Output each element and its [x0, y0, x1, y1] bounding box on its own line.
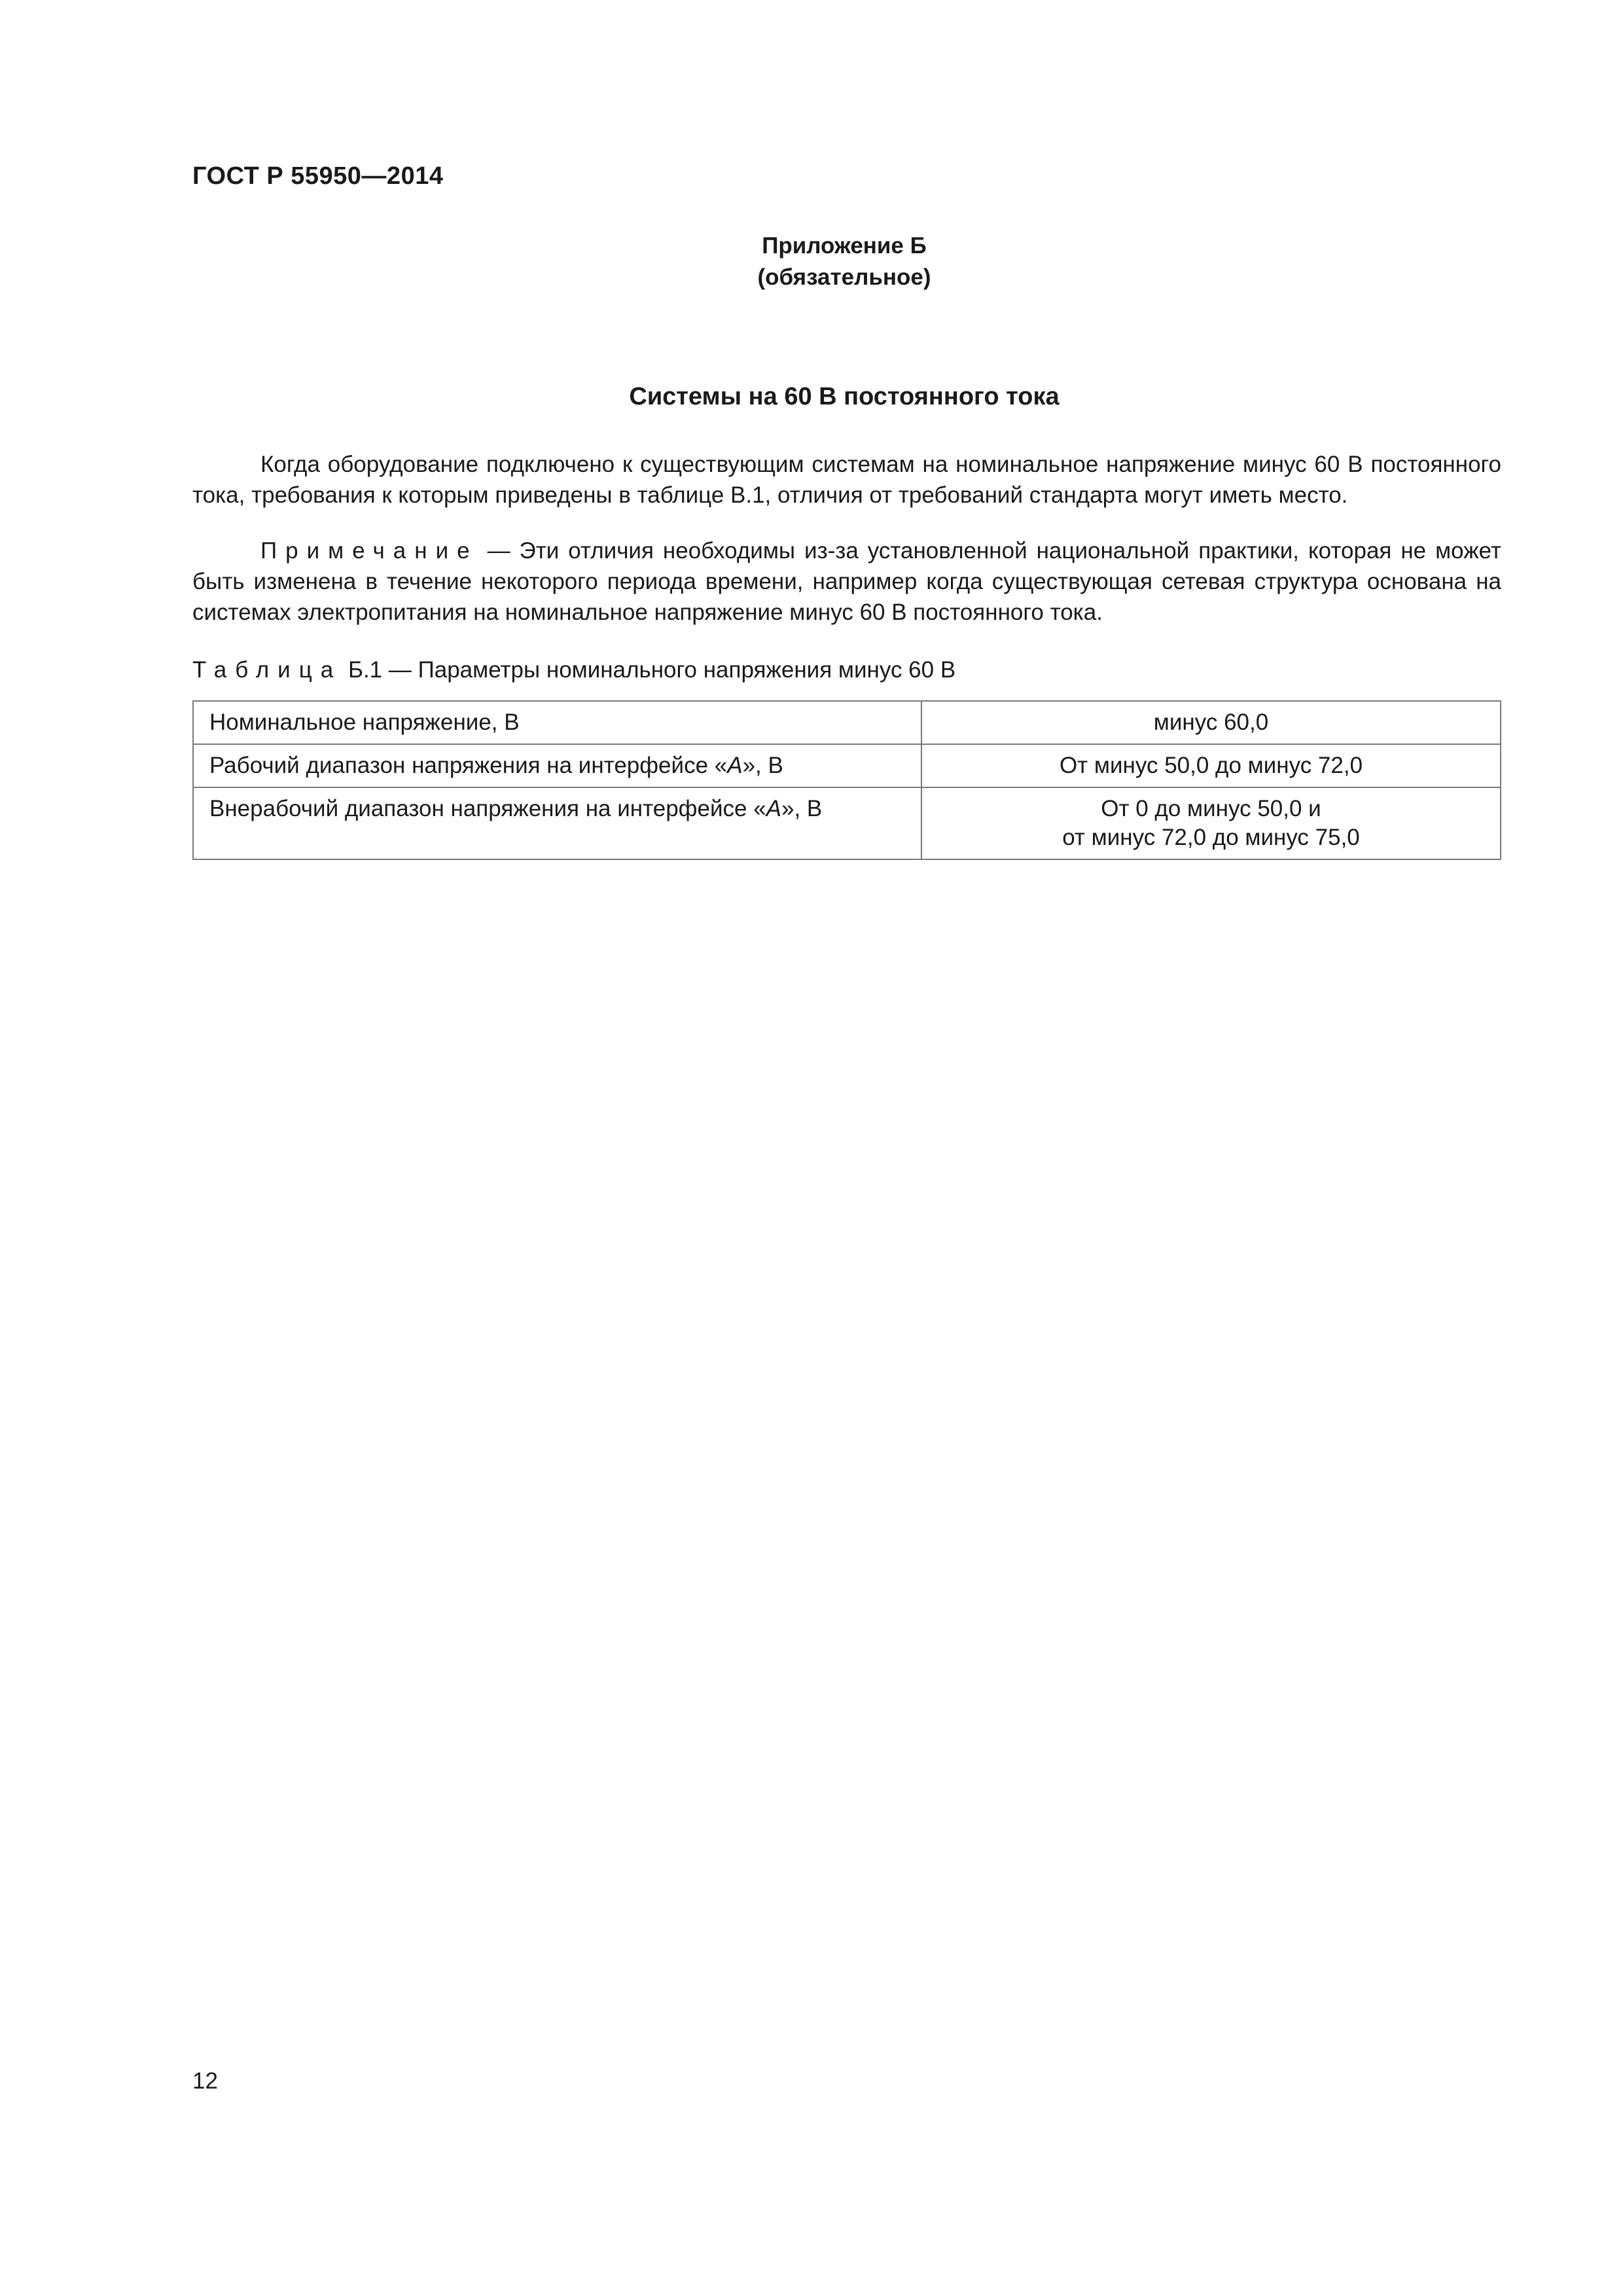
note-text: — Эти отличия необходимы из-за установленной национальной практики, которая не может быть изменена в течение некоторого периода времени, например когда существующая сетевая структура основана на системах электропитания на номинальное напряжение минус 60 В постоянного тока.: [192, 538, 1501, 625]
table-row: [193, 787, 1501, 859]
value-line: минус 60,0: [1153, 709, 1269, 735]
parameter-text: Номинальное напряжение, В: [209, 709, 520, 735]
parameter-italic: А: [766, 796, 782, 821]
parameter-suffix: », В: [742, 753, 783, 778]
table-caption-label: Таблица: [192, 657, 342, 683]
note-label: Примечание: [260, 538, 478, 564]
parameter-text: Рабочий диапазон напряжения на интерфейсе «: [209, 753, 728, 778]
value-line: От минус 50,0 до минус 72,0: [1059, 753, 1363, 778]
value-cell: [921, 787, 1501, 859]
note-paragraph: [192, 535, 1501, 628]
value-cell: [921, 744, 1501, 787]
appendix-status: (обязательное): [757, 264, 931, 290]
value-cell: [921, 701, 1501, 744]
parameter-cell: [193, 787, 921, 859]
paragraph-text: Когда оборудование подключено к существующим системам на номинальное напряжение минус 60 В постоянного тока, требования к которым приведены в таблице В.1, отличия от требований стандарта могут иметь место.: [192, 452, 1501, 508]
parameter-suffix: », В: [781, 796, 823, 821]
table-row: [193, 701, 1501, 744]
appendix-title: Приложение Б: [762, 233, 927, 259]
section-title: Системы на 60 В постоянного тока: [629, 383, 1060, 410]
parameter-cell: [193, 701, 921, 744]
table-caption: [192, 657, 955, 683]
page-number: 12: [192, 2068, 218, 2094]
table-row: [193, 744, 1501, 787]
value-line: от минус 72,0 до минус 75,0: [1062, 825, 1360, 850]
body-paragraph: [192, 449, 1501, 511]
parameter-cell: [193, 744, 921, 787]
table-caption-text: Б.1 — Параметры номинального напряжения минус 60 В: [348, 657, 956, 683]
parameters-table: [192, 700, 1501, 860]
value-line: От 0 до минус 50,0 и: [1101, 796, 1321, 821]
document-code: ГОСТ Р 55950—2014: [192, 162, 444, 190]
parameter-text: Внерабочий диапазон напряжения на интерфейсе «: [209, 796, 766, 821]
parameter-italic: А: [727, 753, 743, 778]
